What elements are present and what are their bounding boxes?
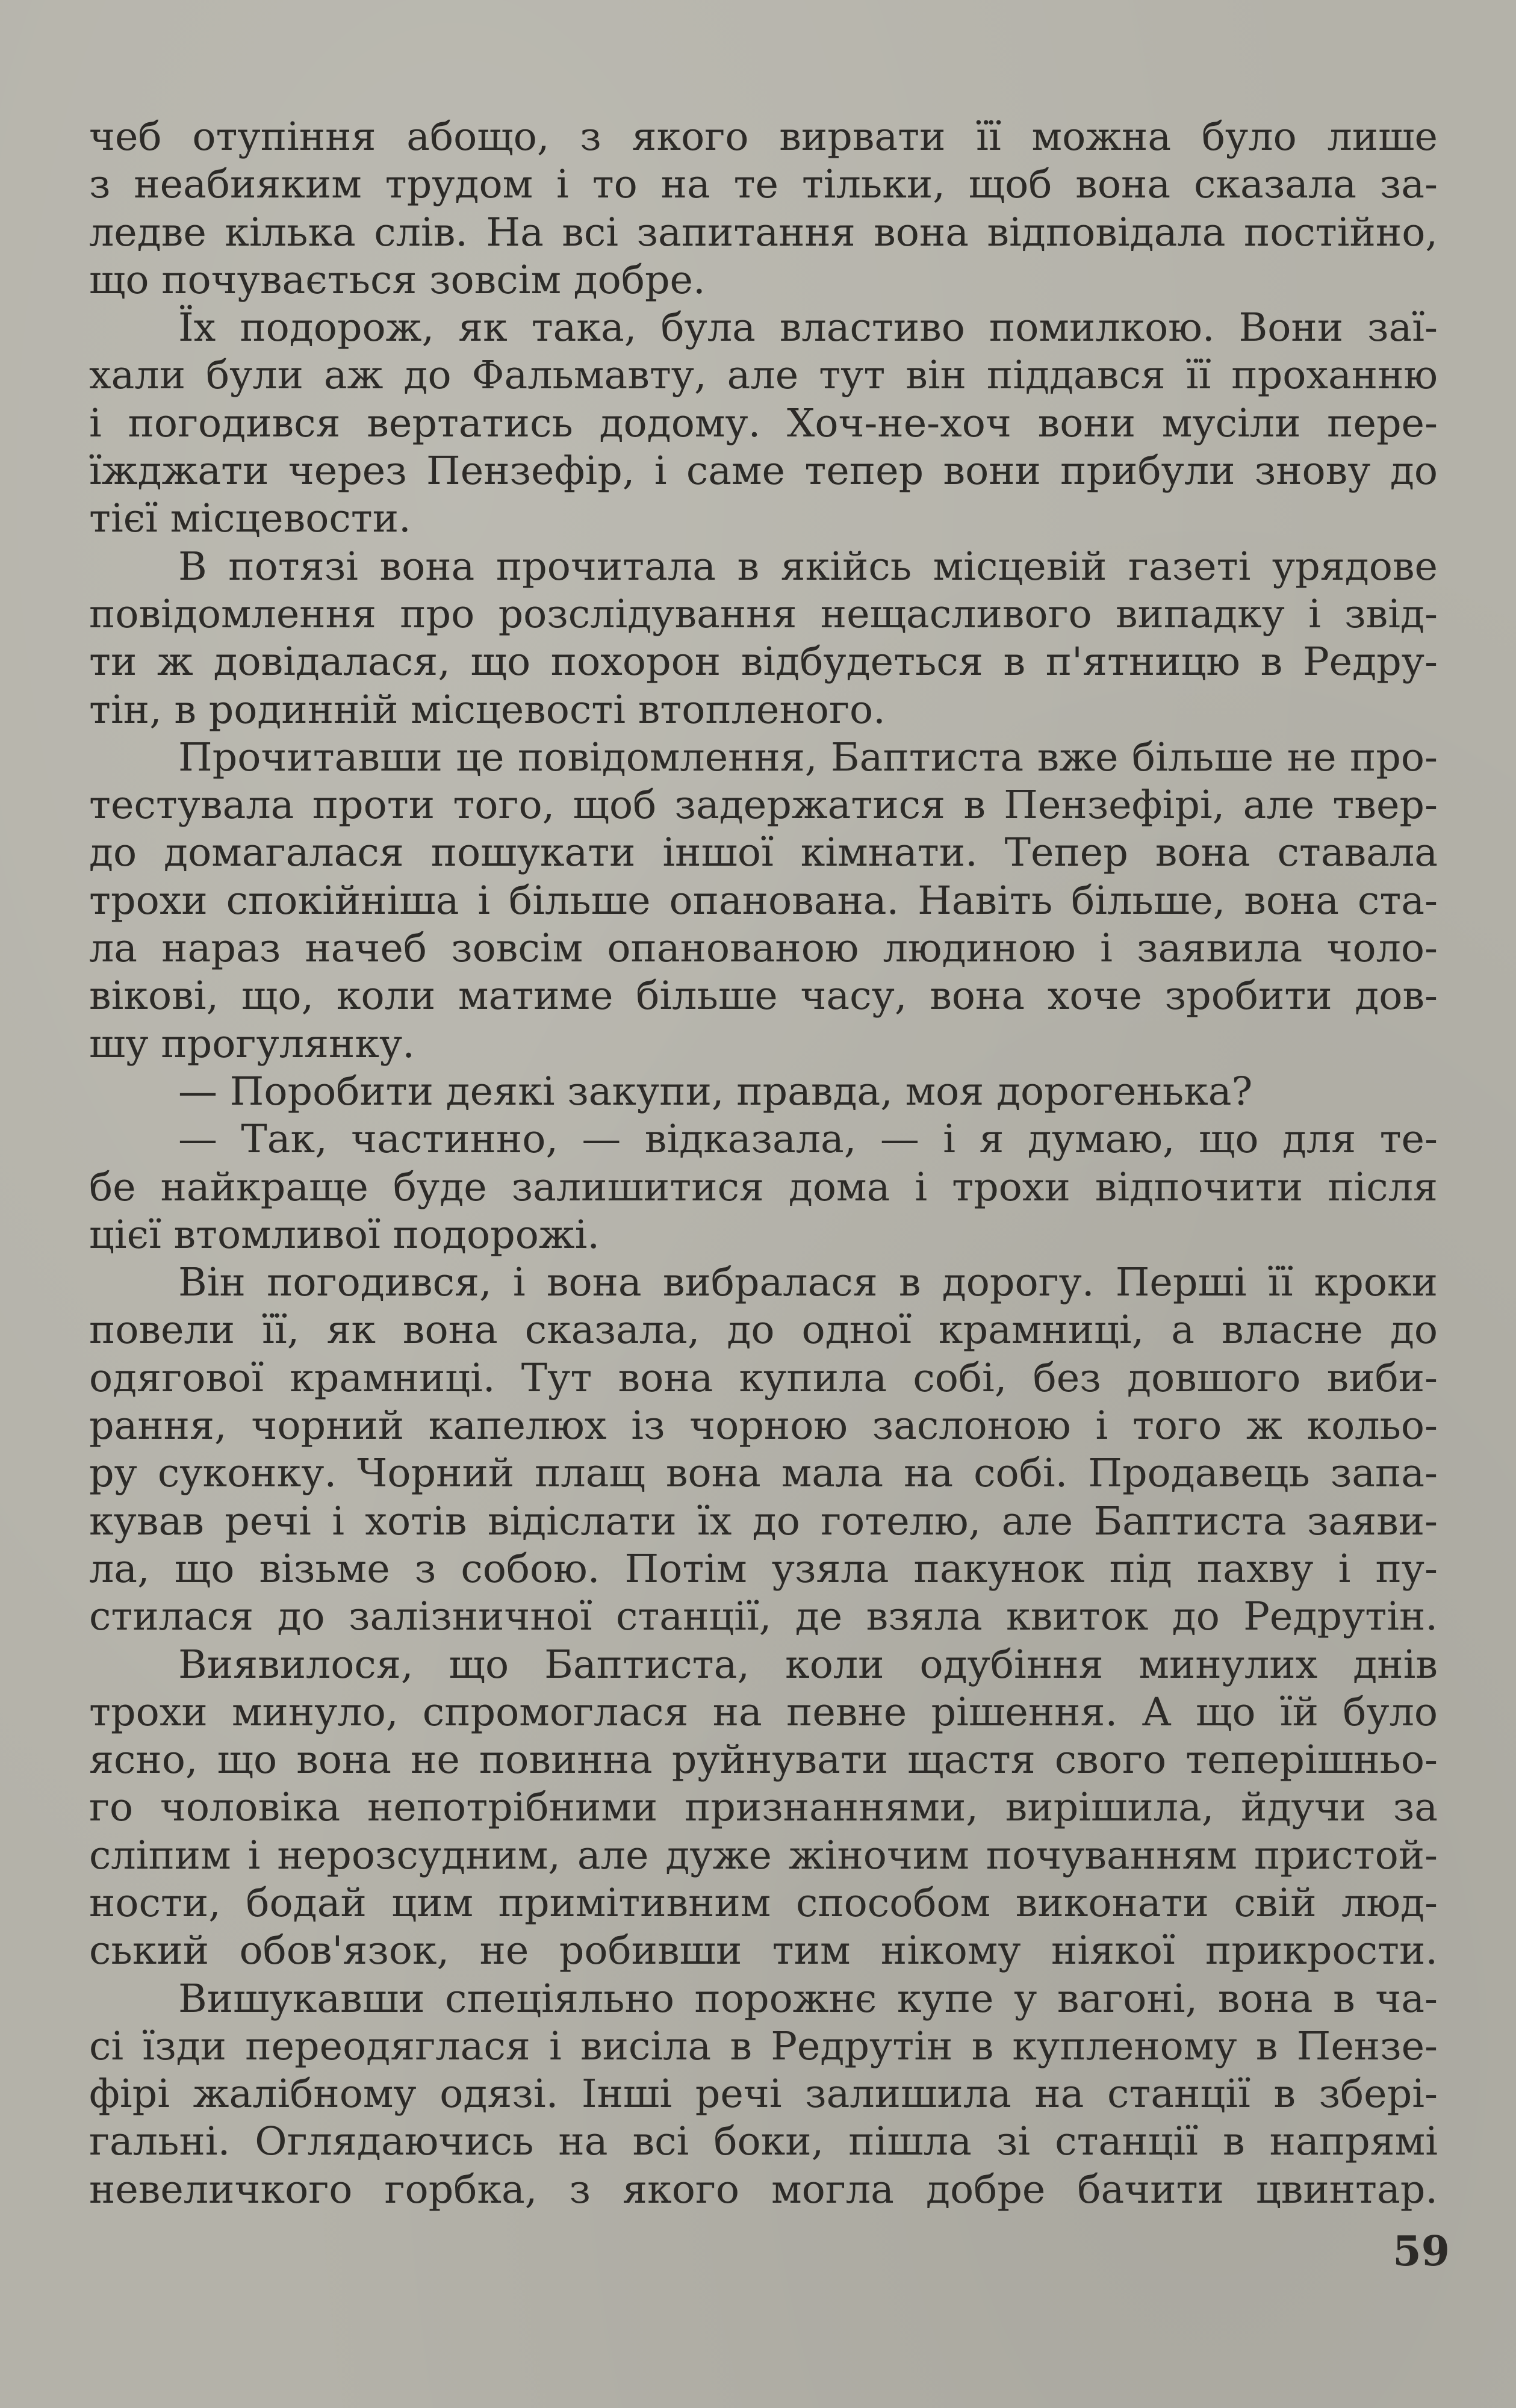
- text-line: стилася до залізничної станції, де взяла квиток до Редрутін.: [89, 1594, 1438, 1640]
- text-line: ясно, що вона не повинна руйнувати щастя свого теперішньо-: [89, 1737, 1438, 1783]
- text-line: хали були аж до Фальмавту, але тут він піддався її проханню: [89, 353, 1438, 399]
- text-line: ла, що візьме з собою. Потім узяла пакунок під пахву і пу-: [89, 1546, 1438, 1592]
- text-line: ру суконку. Чорний плащ вона мала на собі. Продавець запа-: [89, 1451, 1438, 1497]
- text-line: ности, бодай цим примітивним способом виконати свій люд-: [89, 1880, 1438, 1926]
- text-line: що почувається зовсім добре.: [89, 257, 706, 303]
- text-line: повідомлення про розслідування нещасливого випадку і звід-: [89, 591, 1438, 637]
- text-line: фірі жалібному одязі. Інші речі залишила на станції в збері-: [89, 2071, 1438, 2117]
- text-line: одягової крамниці. Тут вона купила собі, без довшого виби-: [89, 1355, 1438, 1401]
- text-line: вікові, що, коли матиме більше часу, вона хоче зробити дов-: [89, 973, 1438, 1019]
- body-text: [89, 113, 1438, 2214]
- text-line: з неабияким трудом і то на те тільки, щоб вона сказала за-: [89, 162, 1438, 208]
- text-line: і погодився вертатись додому. Хоч-не-хоч вони мусіли пере-: [89, 400, 1438, 446]
- text-line: ледве кілька слів. На всі запитання вона відповідала постійно,: [89, 209, 1438, 255]
- text-line: Прочитавши це повідомлення, Баптиста вже більше не про-: [178, 734, 1438, 780]
- text-line: шу прогулянку.: [89, 1021, 415, 1067]
- text-line: тестувала проти того, щоб задержатися в Пензефірі, але твер-: [89, 783, 1438, 828]
- text-line: чеб отупіння абощо, з якого вирвати її можна було лише: [89, 114, 1438, 160]
- text-line: — Поробити деякі закупи, правда, моя дорогенька?: [178, 1069, 1253, 1114]
- text-line: кував речі і хотів відіслати їх до готелю, але Баптиста заяви-: [89, 1498, 1438, 1544]
- text-line: невеличкого горбка, з якого могла добре бачити цвинтар.: [89, 2167, 1438, 2212]
- text-line: Їх подорож, як така, була властиво помилкою. Вони заї-: [178, 305, 1438, 351]
- text-line: го чоловіка непотрібними признаннями, вирішила, йдучи за: [89, 1785, 1438, 1831]
- text-line: їжджати через Пензефір, і саме тепер вони прибули знову до: [89, 448, 1438, 494]
- text-line: тін, в родинній місцевості втопленого.: [89, 687, 886, 733]
- text-line: — Так, частинно, — відказала, — і я думаю, що для те-: [178, 1117, 1438, 1162]
- text-line: В потязі вона прочитала в якійсь місцевій газеті урядове: [178, 544, 1438, 589]
- text-line: бе найкраще буде залишитися дома і трохи відпочити після: [89, 1164, 1438, 1210]
- text-line: трохи минуло, спромоглася на певне рішення. А що їй було: [89, 1689, 1438, 1735]
- text-line: цієї втомливої подорожі.: [89, 1212, 600, 1258]
- text-line: сі їзди переодяглася і висіла в Редрутін в купленому в Пензе-: [89, 2023, 1438, 2069]
- text-line: гальні. Оглядаючись на всі боки, пішла зі станції в напрямі: [89, 2119, 1438, 2165]
- text-line: повели її, як вона сказала, до одної крамниці, а власне до: [89, 1308, 1438, 1353]
- text-line: ти ж довідалася, що похорон відбудеться в п'ятницю в Редру-: [89, 639, 1438, 685]
- text-line: сліпим і нерозсудним, але дуже жіночим почуванням пристой-: [89, 1832, 1438, 1878]
- text-line: трохи спокійніша і більше опанована. Навіть більше, вона ста-: [89, 878, 1438, 923]
- text-line: до домагалася пошукати іншої кімнати. Тепер вона ставала: [89, 830, 1438, 876]
- text-line: тієї місцевости.: [89, 496, 411, 542]
- text-line: Вишукавши спеціяльно порожнє купе у вагоні, вона в ча-: [178, 1976, 1438, 2022]
- text-line: Виявилося, що Баптиста, коли одубіння минулих днів: [178, 1642, 1438, 1687]
- text-line: ла нараз начеб зовсім опанованою людиною і заявила чоло-: [89, 926, 1438, 972]
- text-line: ський обов'язок, не робивши тим нікому ніякої прикрости.: [89, 1928, 1438, 1974]
- text-line: рання, чорний капелюх із чорною заслоною і того ж кольо-: [89, 1403, 1438, 1449]
- page-number: 59: [1393, 2227, 1450, 2276]
- text-line: Він погодився, і вона вибралася в дорогу. Перші її кроки: [178, 1260, 1438, 1306]
